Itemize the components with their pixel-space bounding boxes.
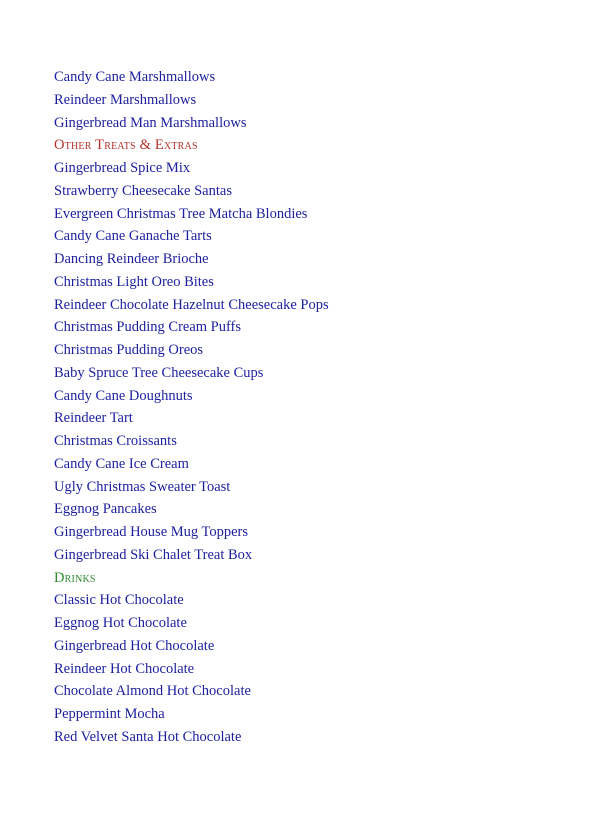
recipe-link[interactable]: Gingerbread House Mug Toppers bbox=[54, 524, 249, 540]
list-item bbox=[54, 635, 600, 658]
list-item bbox=[54, 430, 600, 453]
list-item bbox=[54, 407, 600, 430]
list-item bbox=[54, 612, 600, 635]
list-item bbox=[54, 385, 600, 408]
recipe-link[interactable]: Reindeer Chocolate Hazelnut Cheesecake Pops bbox=[54, 296, 329, 313]
list-item bbox=[54, 89, 600, 112]
recipe-link[interactable]: Eggnog Hot Chocolate bbox=[54, 615, 187, 631]
recipe-link[interactable]: Christmas Pudding Cream Puffs bbox=[54, 319, 242, 336]
recipe-link[interactable]: Gingerbread Hot Chocolate bbox=[54, 637, 215, 654]
recipe-link[interactable]: Candy Cane Marshmallows bbox=[54, 69, 216, 85]
recipe-link[interactable]: Christmas Croissants bbox=[54, 433, 177, 449]
recipe-link[interactable]: Evergreen Christmas Tree Matcha Blondies bbox=[54, 205, 308, 222]
list-item bbox=[54, 498, 600, 521]
recipe-link[interactable]: Candy Cane Ganache Tarts bbox=[54, 228, 212, 245]
recipe-link[interactable]: Red Velvet Santa Hot Chocolate bbox=[54, 728, 242, 745]
list-item bbox=[54, 589, 600, 612]
list-item bbox=[54, 521, 600, 544]
list-item bbox=[54, 453, 600, 476]
list-item bbox=[54, 180, 600, 203]
recipe-link[interactable]: Reindeer Hot Chocolate bbox=[54, 660, 195, 677]
list-item bbox=[54, 680, 600, 703]
list-item bbox=[54, 362, 600, 385]
list-item bbox=[54, 157, 600, 180]
list-item bbox=[54, 248, 600, 271]
recipe-link[interactable]: Gingerbread Man Marshmallows bbox=[54, 114, 247, 131]
recipe-link[interactable]: Baby Spruce Tree Cheesecake Cups bbox=[54, 364, 264, 381]
list-item bbox=[54, 225, 600, 248]
recipe-link[interactable]: Reindeer Marshmallows bbox=[54, 91, 197, 108]
list-item bbox=[54, 66, 600, 89]
list-item bbox=[54, 544, 600, 567]
recipe-link[interactable]: Christmas Light Oreo Bites bbox=[54, 273, 214, 290]
list-item bbox=[54, 339, 600, 362]
section-heading-drinks: Drinks bbox=[54, 569, 96, 586]
recipe-link[interactable]: Gingerbread Ski Chalet Treat Box bbox=[54, 546, 253, 563]
list-item bbox=[54, 658, 600, 681]
recipe-link-list bbox=[54, 66, 600, 749]
list-item bbox=[54, 476, 600, 499]
recipe-link[interactable]: Classic Hot Chocolate bbox=[54, 592, 184, 609]
recipe-link[interactable]: Strawberry Cheesecake Santas bbox=[54, 182, 232, 199]
recipe-link[interactable]: Dancing Reindeer Brioche bbox=[54, 251, 209, 267]
recipe-link[interactable]: Candy Cane Ice Cream bbox=[54, 455, 189, 472]
recipe-link[interactable]: Peppermint Mocha bbox=[54, 706, 165, 722]
list-item bbox=[54, 271, 600, 294]
list-item bbox=[54, 703, 600, 726]
recipe-link[interactable]: Christmas Pudding Oreos bbox=[54, 342, 204, 358]
list-item bbox=[54, 294, 600, 317]
recipe-link[interactable]: Chocolate Almond Hot Chocolate bbox=[54, 683, 251, 700]
section-heading-other-treats: Other Treats & Extras bbox=[54, 137, 198, 154]
recipe-link[interactable]: Reindeer Tart bbox=[54, 410, 133, 427]
list-item bbox=[54, 316, 600, 339]
recipe-link[interactable]: Ugly Christmas Sweater Toast bbox=[54, 478, 231, 495]
list-item bbox=[54, 203, 600, 226]
recipe-link[interactable]: Candy Cane Doughnuts bbox=[54, 387, 193, 404]
recipe-link[interactable]: Eggnog Pancakes bbox=[54, 501, 157, 518]
list-item bbox=[54, 726, 600, 749]
recipe-link[interactable]: Gingerbread Spice Mix bbox=[54, 160, 191, 176]
list-item bbox=[54, 112, 600, 135]
